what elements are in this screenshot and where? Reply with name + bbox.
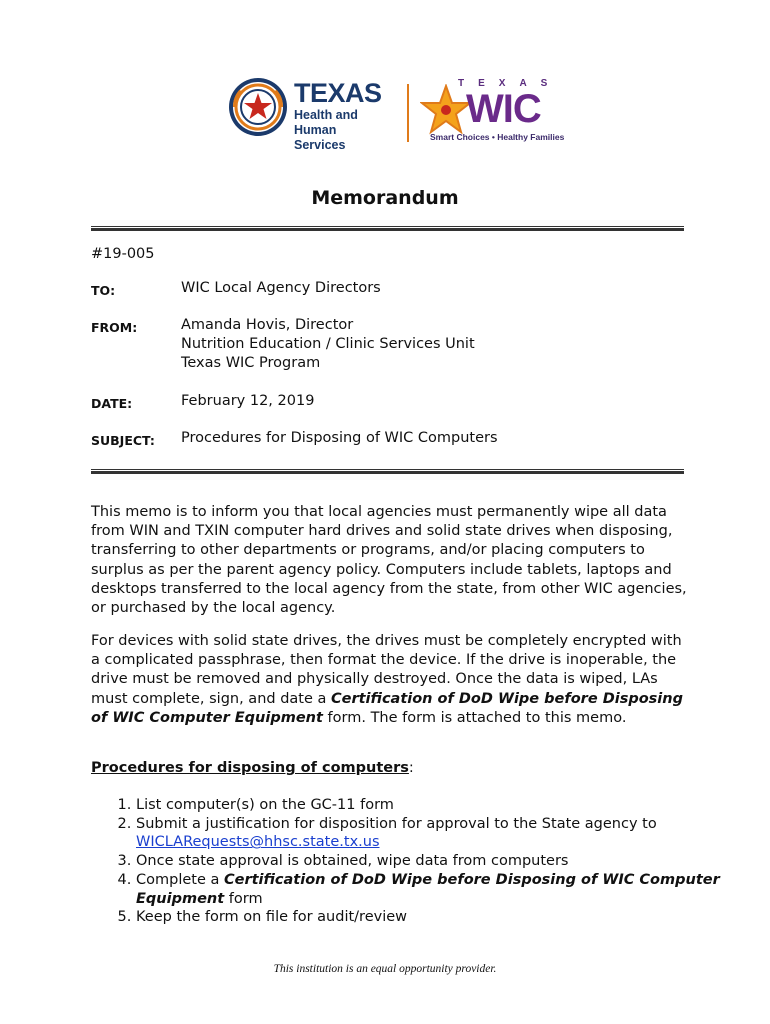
- list-item: [136, 908, 736, 927]
- from-line-3: Texas WIC Program: [181, 355, 321, 371]
- subject-label: SUBJECT:: [91, 433, 155, 448]
- logo-bar: [0, 72, 770, 152]
- header-top-rule: [91, 226, 684, 231]
- from-line-1: Amanda Hovis, Director: [181, 317, 354, 333]
- procedures-heading-text: Procedures for disposing of computers: [91, 760, 409, 776]
- step-4-prefix: Complete a: [136, 871, 224, 888]
- list-item: [136, 815, 736, 852]
- hhs-logo-line3: Services: [294, 138, 346, 152]
- texas-hhs-seal-icon: [227, 76, 289, 138]
- body-paragraph-1: This memo is to inform you that local agencies must permanently wipe all data from WIN and TXIN computer hard drives and solid state drives when disposing, transferring to other departments or programs, and/or placing computers to surplus as per the parent agency policy. Computers include tablets, laptops and desktops transferred to the local agency from the state, from other WIC agencies, or purchased by the local agency.: [91, 504, 687, 617]
- list-item: [136, 871, 736, 908]
- step-4-form-name: Certification of DoD Wipe before Disposing of WIC Computer Equipment: [136, 871, 720, 907]
- from-value: [181, 316, 475, 373]
- step-5-text: Keep the form on file for audit/review: [136, 909, 408, 926]
- date-label: DATE:: [91, 396, 133, 411]
- wic-logo-tagline: Smart Choices • Healthy Families: [430, 132, 565, 142]
- step-3-text: Once state approval is obtained, wipe data from computers: [136, 853, 569, 870]
- date-value: February 12, 2019: [181, 393, 315, 409]
- logo-divider: [407, 84, 409, 142]
- hhs-logo-line2: Health and Human: [294, 108, 358, 137]
- to-value: WIC Local Agency Directors: [181, 280, 381, 296]
- texas-hhs-logo: [227, 72, 402, 152]
- header-bottom-rule: [91, 469, 684, 474]
- footer-note: This institution is an equal opportunity provider.: [273, 963, 497, 975]
- email-link[interactable]: WICLARequests@hhsc.state.tx.us: [136, 834, 380, 851]
- wic-logo-word: WIC: [466, 87, 541, 131]
- hhs-logo-texas: TEXAS: [294, 78, 382, 108]
- step-1-text: List computer(s) on the GC-11 form: [136, 797, 394, 813]
- hhs-logo-subtitle: [294, 108, 402, 153]
- list-item: [136, 796, 736, 815]
- step-2-text: Submit a justification for disposition for approval to the State agency to: [136, 815, 657, 832]
- memo-number: #19-005: [91, 246, 155, 262]
- procedures-heading: [91, 760, 414, 776]
- procedures-list: [91, 796, 736, 927]
- texas-wic-logo: [420, 76, 565, 144]
- procedures-heading-colon: :: [408, 760, 414, 776]
- from-label: FROM:: [91, 320, 138, 335]
- memo-title: Memorandum: [311, 187, 459, 209]
- para2-form-name: Certification of DoD Wipe before Disposing of WIC Computer Equipment: [91, 690, 683, 726]
- list-item: [136, 852, 736, 871]
- subject-value: Procedures for Disposing of WIC Computers: [181, 430, 498, 446]
- step-4-suffix: form: [224, 890, 263, 907]
- para2-text-end: form. The form is attached to this memo.: [322, 709, 627, 726]
- to-label: TO:: [91, 283, 116, 298]
- wic-star-icon: [420, 84, 472, 136]
- wic-logo-texas: TEXAS: [458, 78, 562, 89]
- from-line-2: Nutrition Education / Clinic Services Unit: [181, 336, 475, 352]
- body-paragraph-2: [91, 632, 691, 728]
- para2-text-start: For devices with solid state drives, the drives must be completely encrypted with a complicated passphrase, then format the device. If the drive is inoperable, the drive must be removed and physically destroyed. Once the data is wiped, LAs must complete, sign, and date a: [91, 633, 682, 707]
